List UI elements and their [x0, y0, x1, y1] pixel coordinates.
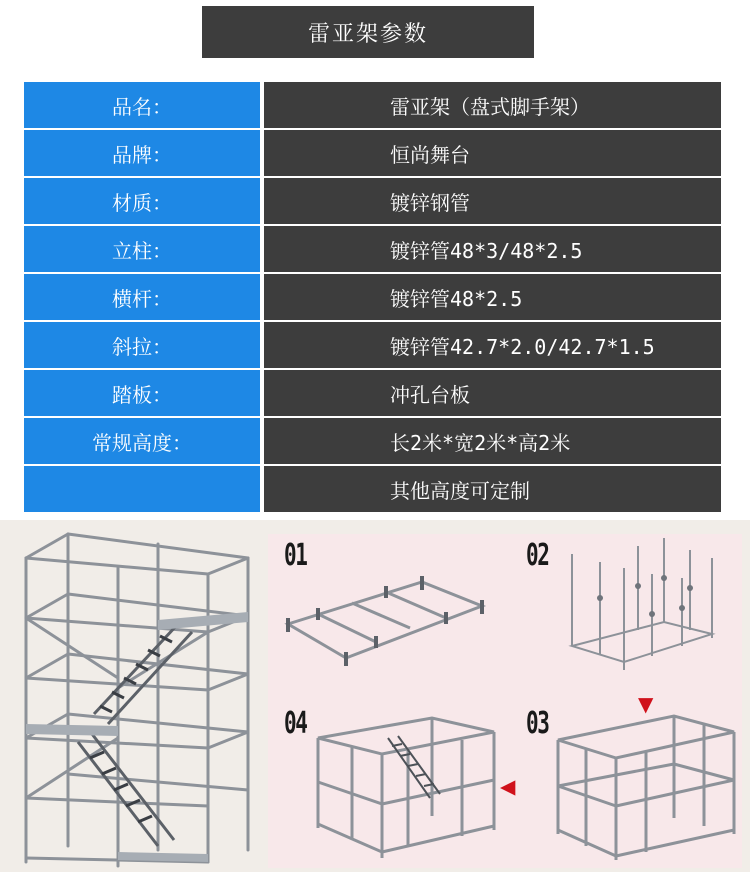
spec-value: 长2米*宽2米*高2米 — [264, 418, 721, 464]
assembly-steps — [268, 534, 742, 868]
assembly-gallery — [0, 520, 750, 872]
spec-row-name — [24, 82, 721, 128]
spec-value: 其他高度可定制 — [264, 466, 721, 512]
step-02-standards — [564, 538, 724, 688]
spec-value: 镀锌管48*2.5 — [264, 274, 721, 320]
spec-value: 镀锌管48*3/48*2.5 — [264, 226, 721, 272]
spec-row-diagonal — [24, 322, 721, 368]
spec-label: 材质： — [24, 178, 260, 224]
spec-value: 镀锌管42.7*2.0/42.7*1.5 — [264, 322, 721, 368]
spec-label — [24, 466, 260, 512]
spec-row-crossbar — [24, 274, 721, 320]
spec-table — [24, 82, 721, 512]
step-01-base-frame — [282, 562, 492, 672]
spec-row-height — [24, 418, 721, 464]
spec-row-brand — [24, 130, 721, 176]
step-label-02: 02 — [526, 538, 549, 573]
spec-row-column — [24, 226, 721, 272]
scaffold-tower-image — [8, 528, 256, 870]
scaffold-tower-drawing — [8, 528, 256, 870]
spec-value: 雷亚架（盘式脚手架） — [264, 82, 721, 128]
arrow-left-icon: ▼ — [497, 780, 522, 796]
spec-label: 踏板： — [24, 370, 260, 416]
page-title: 雷亚架参数 — [202, 6, 534, 58]
spec-value: 镀锌钢管 — [264, 178, 721, 224]
spec-row-material — [24, 178, 721, 224]
step-label-04: 04 — [284, 706, 307, 741]
step-label-03: 03 — [526, 706, 549, 741]
spec-label: 品牌： — [24, 130, 260, 176]
step-label-01: 01 — [284, 538, 307, 573]
arrow-down-icon: ▼ — [638, 692, 654, 716]
spec-label: 立柱： — [24, 226, 260, 272]
spec-label: 斜拉： — [24, 322, 260, 368]
spec-label: 常规高度： — [24, 418, 260, 464]
spec-row-plank — [24, 370, 721, 416]
spec-row-custom — [24, 466, 721, 512]
spec-label: 品名： — [24, 82, 260, 128]
step-03-full-frame — [554, 710, 738, 864]
spec-value: 冲孔台板 — [264, 370, 721, 416]
spec-value: 恒尚舞台 — [264, 130, 721, 176]
step-04-stairs — [312, 712, 502, 862]
spec-label: 横杆： — [24, 274, 260, 320]
